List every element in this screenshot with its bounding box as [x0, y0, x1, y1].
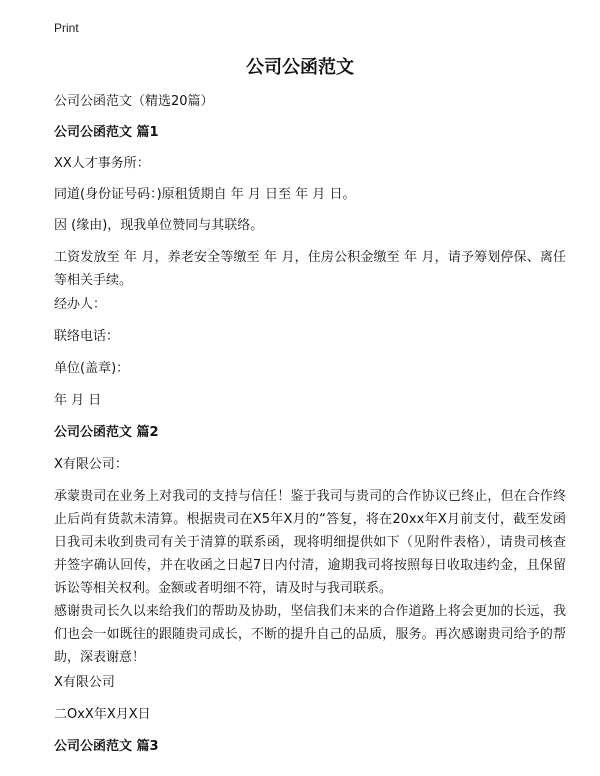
print-button[interactable]: Print	[54, 21, 79, 35]
section-1-unit: 单位(盖章)：	[54, 361, 130, 376]
section-1-salutation: XX人才事务所：	[54, 156, 150, 171]
section-1-line-1: 同道(身份证号码：)原租赁期自 年 月 日至 年 月 日。	[54, 187, 356, 202]
section-3-heading: 公司公函范文 篇3	[54, 739, 159, 754]
section-2-paragraph-1: 承蒙贵司在业务上对我司的支持与信任！鉴于我司与贵司的合作协议已终止，但在合作终止后尚有货款未清算。根据贵司在X5年X月的“答复，将在20xx年X月前支付，截至发函日我司未收到贵司有关于清算的联系函，现将明细提供如下（见附件表格），请贵司核查并签字确认回传，并在收函之日起7日内付清，逾期我司将按照每日收取违约金，且保留诉讼等相关权利。金额或者明细不符，请及时与我司联系。	[54, 489, 566, 596]
section-1-phone: 联络电话：	[54, 329, 120, 344]
section-2-heading: 公司公函范文 篇2	[54, 425, 159, 440]
section-2-salutation: X有限公司：	[54, 457, 128, 472]
section-2-signature: X有限公司	[54, 675, 115, 690]
section-2-paragraph-2: 感谢贵司长久以来给我们的帮助及协助，坚信我们未来的合作道路上将会更加的长远，我们也会一如既往的跟随贵司成长，不断的提升自己的品质，服务。再次感谢贵司给予的帮助，深表谢意！	[54, 604, 566, 665]
document-title: 公司公函范文	[246, 57, 354, 78]
section-1-paragraph: 工资发放至 年 月，养老安全等缴至 年 月，住房公积金缴至 年 月，请予筹划停保、离任等相关手续。	[54, 250, 566, 288]
section-1-date: 年 月 日	[54, 393, 102, 408]
document-subtitle: 公司公函范文（精选20篇）	[54, 94, 214, 109]
section-1-line-2: 因 (缘由)，现我单位赞同与其联络。	[54, 218, 264, 233]
section-1-heading: 公司公函范文 篇1	[54, 125, 159, 140]
section-2-date: 二OxX年X月X日	[54, 707, 151, 722]
section-1-handler: 经办人：	[54, 297, 107, 312]
